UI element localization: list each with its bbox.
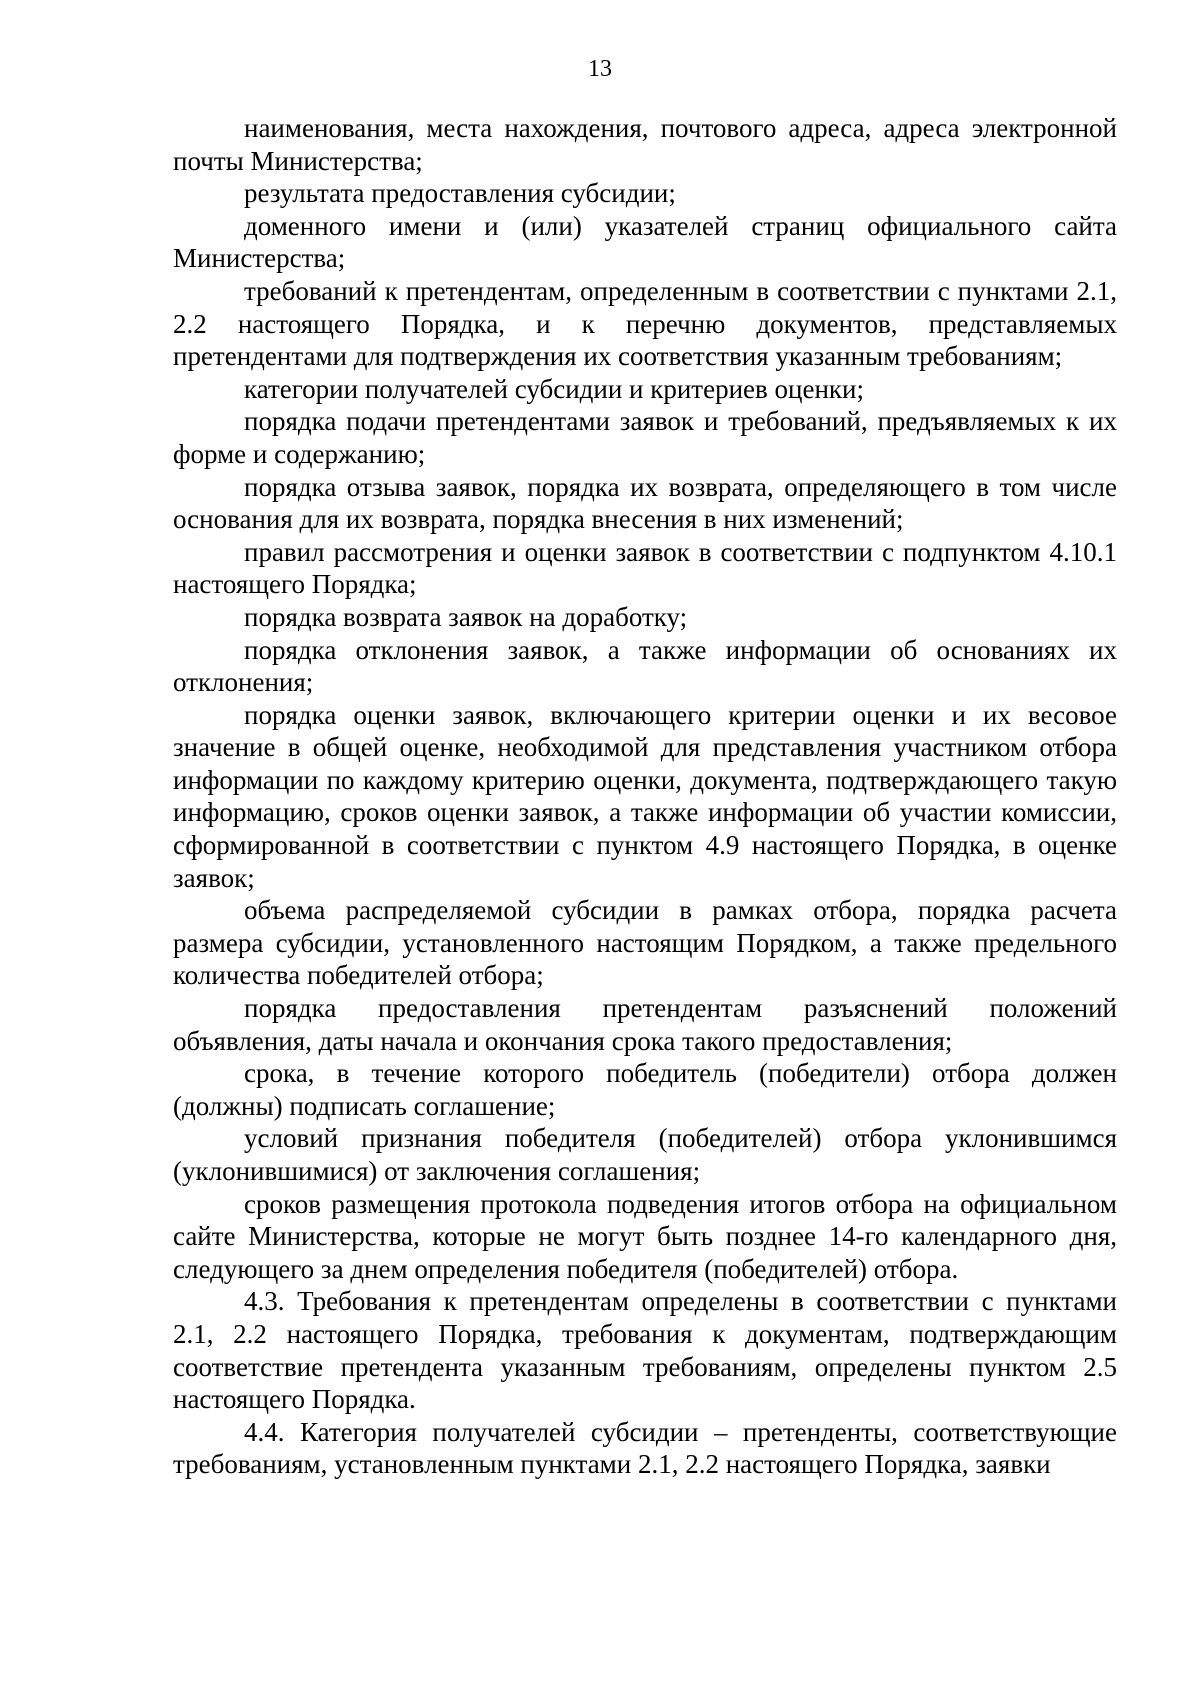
page-number: 13 [588, 56, 612, 82]
paragraph: порядка подачи претендентами заявок и требований, предъявляемых к их форме и содержанию; [173, 406, 1117, 469]
paragraph: порядка предоставления претендентам разъяснений положений объявления, даты начала и окончания срока такого предоставления; [173, 993, 1117, 1056]
paragraph: наименования, места нахождения, почтового адреса, адреса электронной почты Министерства; [173, 113, 1117, 176]
paragraph: правил рассмотрения и оценки заявок в соответствии с подпунктом 4.10.1 настоящего Порядка; [173, 536, 1117, 600]
paragraph: объема распределяемой субсидии в рамках отбора, порядка расчета размера субсидии, установленного настоящим Порядком, а также предельного количества победителей отбора; [173, 895, 1117, 991]
paragraph: порядка возврата заявок на доработку; [244, 601, 688, 632]
paragraph: результата предоставления субсидии; [244, 178, 676, 209]
paragraph: порядка отклонения заявок, а также информации об основаниях их отклонения; [173, 634, 1117, 698]
paragraph: категории получателей субсидии и критериев оценки; [244, 373, 864, 404]
paragraph: сроков размещения протокола подведения итогов отбора на официальном сайте Министерства, которые не могут быть позднее 14-го календарного дня, следующего за днем определения победителя (победителей) отбора. [173, 1188, 1117, 1284]
paragraph: условий признания победителя (победителей) отбора уклонившимся (уклонившимися) от заключения соглашения; [173, 1123, 1117, 1186]
paragraph: требований к претендентам, определенным в соответствии с пунктами 2.1, 2.2 настоящего Порядка, и к перечню документов, представляемых претендентами для подтверждения их соответствия указанным требованиям; [173, 275, 1117, 372]
paragraph: порядка оценки заявок, включающего критерии оценки и их весовое значение в общей оценке, необходимой для представления участником отбора информации по каждому критерию оценки, документа, подтверждающего такую информацию, сроков оценки заявок, а также информации об участии комиссии, сформированной в соответствии с пунктом 4.9 настоящего Порядка, в оценке заявок; [173, 699, 1117, 893]
document-body [173, 112, 1117, 1481]
paragraph: срока, в течение которого победитель (победители) отбора должен (должны) подписать соглашение; [173, 1058, 1117, 1121]
paragraph: 4.4. Категория получателей субсидии – претенденты, соответствующие требованиям, установленным пунктами 2.1, 2.2 настоящего Порядка, заявки [173, 1416, 1117, 1480]
paragraph: 4.3. Требования к претендентам определены в соответствии с пунктами 2.1, 2.2 настоящего Порядка, требования к документам, подтверждающим соответствие претендента указанным требованиям, определены пунктом 2.5 настоящего Порядка. [173, 1286, 1117, 1415]
paragraph: порядка отзыва заявок, порядка их возврата, определяющего в том числе основания для их возврата, порядка внесения в них изменений; [173, 471, 1117, 535]
paragraph: доменного имени и (или) указателей страниц официального сайта Министерства; [173, 210, 1117, 274]
